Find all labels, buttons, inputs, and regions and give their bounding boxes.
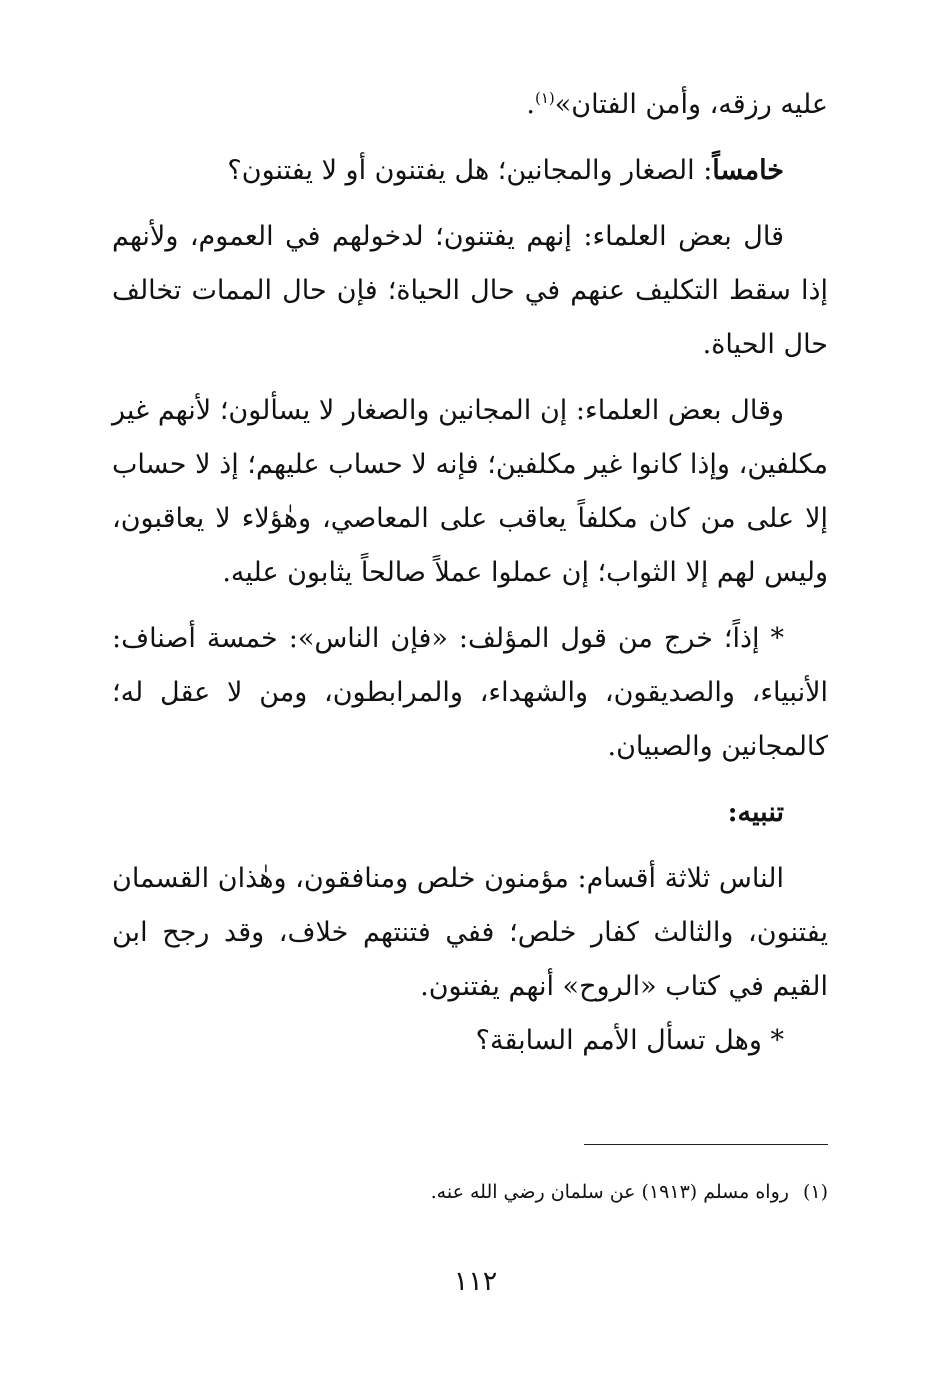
footnote-reference[interactable]: (١) (534, 89, 555, 107)
section-heading-fifth: خامساً (712, 155, 784, 186)
footnote-divider (584, 1144, 828, 1145)
paragraph-2 (112, 144, 828, 198)
paragraph-7: الناس ثلاثة أقسام: مؤمنون خلص ومنافقون، وهٰذان القسمان يفتنون، والثالث كفار خلص؛ ففي فتنتهم خلاف، وقد رجح ابن القيم في كتاب «الروح» أنهم يفتنون. (112, 863, 828, 1002)
paragraph-2-text: : الصغار والمجانين؛ هل يفتنون أو لا يفتنون؟ (227, 155, 713, 186)
page-body (112, 78, 828, 1068)
footnote-text: رواه مسلم (١٩١٣) عن سلمان رضي الله عنه. (430, 1181, 789, 1203)
footnote-number: (١) (802, 1181, 828, 1203)
paragraph-1-end: . (526, 89, 535, 120)
paragraph-3: قال بعض العلماء: إنهم يفتنون؛ لدخولهم في العموم، ولأنهم إذا سقط التكليف عنهم في حال الحياة؛ فإن حال الممات تخالف حال الحياة. (112, 221, 828, 360)
page-number: ١١٢ (453, 1266, 498, 1297)
paragraph-8: * وهل تسأل الأمم السابقة؟ (475, 1025, 784, 1056)
paragraph-4: وقال بعض العلماء: إن المجانين والصغار لا يسألون؛ لأنهم غير مكلفين، وإذا كانوا غير مكلفين؛ فإنه لا حساب عليهم؛ إذ لا حساب إلا على من كان مكلفاً يعاقب على المعاصي، وهٰؤلاء لا يعاقبون، وليس لهم إلا الثواب؛ إن عملوا عملاً صالحاً يثابون عليه. (112, 395, 828, 588)
paragraph-5: * إذاً؛ خرج من قول المؤلف: «فإن الناس»: خمسة أصناف: الأنبياء، والصديقون، والشهداء، والمرابطون، ومن لا عقل له؛ كالمجانين والصبيان. (112, 623, 828, 762)
footnote (431, 1176, 828, 1208)
paragraph-1-text: عليه رزقه، وأمن الفتان» (554, 89, 828, 120)
paragraph-1 (112, 78, 828, 132)
note-heading: تنبيه: (727, 797, 784, 828)
